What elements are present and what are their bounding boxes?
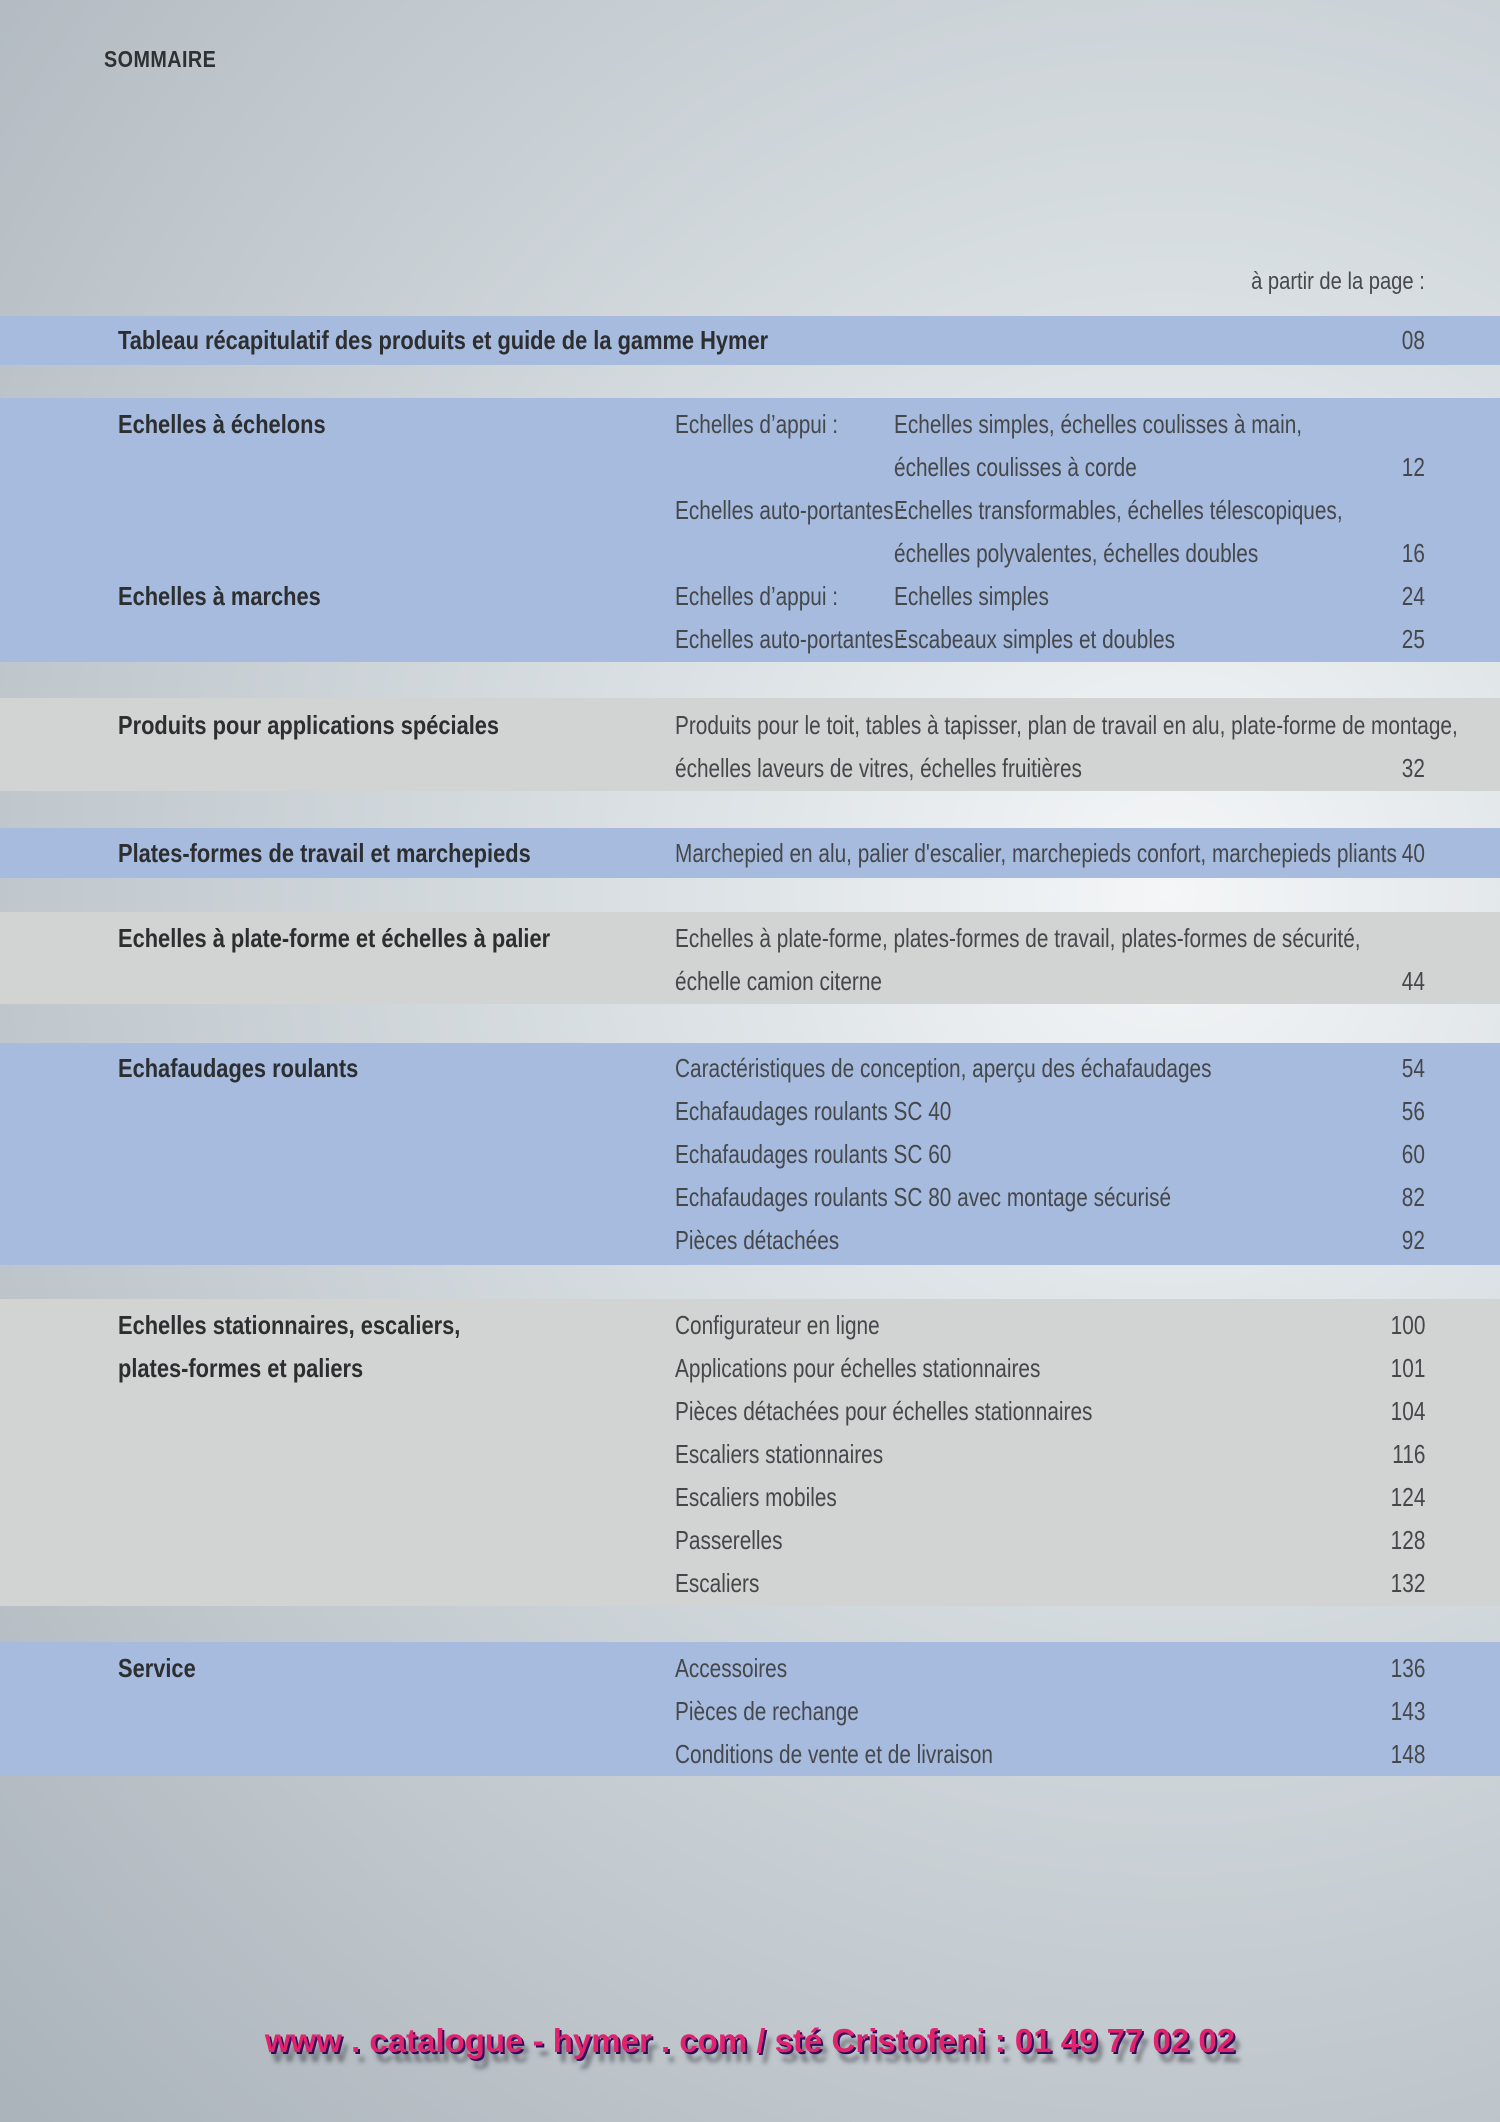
page-number: 143 (1390, 1696, 1425, 1726)
entry-description: Escaliers stationnaires (675, 1439, 884, 1469)
section-title: Echelles à plate-forme et échelles à palier (118, 923, 551, 953)
from-page-label: à partir de la page : (1251, 268, 1425, 295)
entry-description: Pièces détachées pour échelles stationnaires (675, 1396, 1093, 1426)
page-number: 101 (1390, 1353, 1425, 1383)
footer-contact-line: www . catalogue - hymer . com / sté Cristofeni : 01 49 77 02 02 (264, 2022, 1236, 2059)
page-number: 56 (1401, 1096, 1425, 1126)
section-echafaudages (0, 1043, 1500, 1265)
page-number: 16 (1401, 538, 1425, 568)
section-title: Echelles à marches (118, 581, 321, 611)
entry-description: échelles laveurs de vitres, échelles fruitières (675, 753, 1082, 783)
section-palier (0, 912, 1500, 1004)
page-number: 148 (1390, 1739, 1425, 1769)
page-number: 100 (1390, 1310, 1425, 1340)
entry-description: échelles polyvalentes, échelles doubles (894, 538, 1259, 568)
page-number: 54 (1401, 1053, 1425, 1083)
section-service (0, 1642, 1500, 1776)
entry-description: Echafaudages roulants SC 40 (675, 1096, 952, 1126)
page-number: 40 (1401, 838, 1425, 868)
entry-description: Pièces détachées (675, 1225, 840, 1255)
section-speciales (0, 698, 1500, 791)
page-number: 128 (1390, 1525, 1425, 1555)
page-number: 132 (1390, 1568, 1425, 1598)
page-number: 92 (1401, 1225, 1425, 1255)
entry-description: Echelles simples, échelles coulisses à main, (894, 409, 1303, 439)
page-number: 12 (1401, 452, 1425, 482)
entry-description: échelles coulisses à corde (894, 452, 1137, 482)
entry-type: Echelles auto-portantes : (675, 495, 906, 525)
page-number: 32 (1401, 753, 1425, 783)
section-title: Echafaudages roulants (118, 1053, 359, 1083)
section-title: Echelles à échelons (118, 409, 326, 439)
entry-description: Echelles simples (894, 581, 1049, 611)
page-number: 60 (1401, 1139, 1425, 1169)
section-title: Echelles stationnaires, escaliers, (118, 1310, 461, 1340)
section-stationnaires (0, 1299, 1500, 1606)
entry-description: Escabeaux simples et doubles (894, 624, 1175, 654)
page-number: 136 (1390, 1653, 1425, 1683)
page-number: 104 (1390, 1396, 1425, 1426)
entry-type: Echelles d’appui : (675, 581, 839, 611)
section-title: Produits pour applications spéciales (118, 710, 500, 740)
entry-description: Configurateur en ligne (675, 1310, 880, 1340)
section-tableau (0, 316, 1500, 365)
entry-description: Conditions de vente et de livraison (675, 1739, 993, 1769)
entry-description: Echelles transformables, échelles télescopiques, (894, 495, 1343, 525)
entry-description: Applications pour échelles stationnaires (675, 1353, 1041, 1383)
entry-description: Echafaudages roulants SC 80 avec montage sécurisé (675, 1182, 1172, 1212)
entry-description: Pièces de rechange (675, 1696, 859, 1726)
entry-description: échelle camion citerne (675, 966, 882, 996)
page-title: SOMMAIRE (104, 46, 217, 72)
entry-type: Echelles auto-portantes : (675, 624, 906, 654)
entry-description: Escaliers (675, 1568, 760, 1598)
section-plates-formes (0, 828, 1500, 878)
section-title: plates-formes et paliers (118, 1353, 364, 1383)
section-echelles (0, 398, 1500, 662)
entry-description: Caractéristiques de conception, aperçu des échafaudages (675, 1053, 1212, 1083)
entry-description: Passerelles (675, 1525, 783, 1555)
section-title: Tableau récapitulatif des produits et guide de la gamme Hymer (118, 325, 769, 355)
entry-type: Echelles d’appui : (675, 409, 839, 439)
entry-description: Echelles à plate-forme, plates-formes de travail, plates-formes de sécurité, (675, 923, 1361, 953)
page-number: 124 (1390, 1482, 1425, 1512)
page-number: 24 (1401, 581, 1425, 611)
section-title: Service (118, 1653, 196, 1683)
section-title: Plates-formes de travail et marchepieds (118, 838, 531, 868)
page-number: 116 (1391, 1439, 1425, 1469)
page-number: 25 (1401, 624, 1425, 654)
page-number: 82 (1401, 1182, 1425, 1212)
entry-description: Marchepied en alu, palier d'escalier, marchepieds confort, marchepieds pliants (675, 838, 1397, 868)
page-number: 44 (1401, 966, 1425, 996)
page-number: 08 (1401, 325, 1425, 355)
entry-description: Produits pour le toit, tables à tapisser, plan de travail en alu, plate-forme de montage, (675, 710, 1458, 740)
entry-description: Echafaudages roulants SC 60 (675, 1139, 952, 1169)
entry-description: Accessoires (675, 1653, 788, 1683)
entry-description: Escaliers mobiles (675, 1482, 837, 1512)
